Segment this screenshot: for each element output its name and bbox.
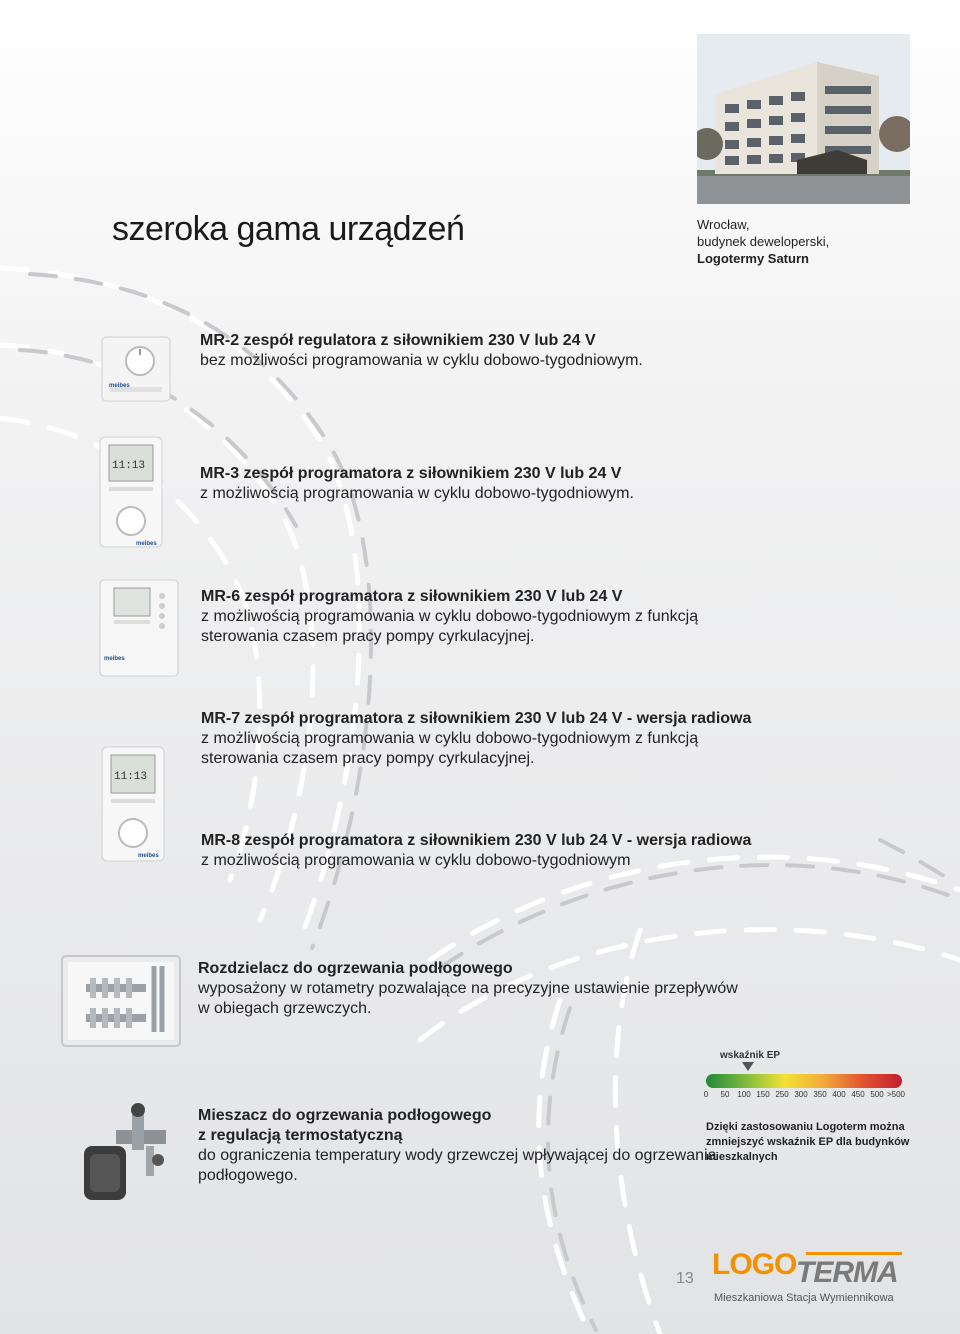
- floor-heating-manifold-image: [58, 952, 184, 1052]
- ep-tick: 150: [756, 1090, 770, 1099]
- caption-building: budynek deweloperski,: [697, 234, 830, 249]
- mr2-brand: meibes: [109, 383, 130, 389]
- ep-tick: 300: [794, 1090, 808, 1099]
- product-mr6-desc-1: z możliwością programowania w cyklu dobowo-tygodniowym z funkcją: [201, 608, 699, 625]
- product-manifold: [198, 959, 738, 1019]
- product-mr8-desc: z możliwością programowania w cyklu dobowo-tygodniowym: [201, 852, 631, 869]
- ep-indicator-label: wskaźnik EP: [720, 1050, 781, 1061]
- caption-product: Logotermy Saturn: [697, 251, 809, 266]
- ep-scale-ticks: [700, 1090, 910, 1102]
- product-mr7-title: MR-7 zespół programatora z siłownikiem 230 V lub 24 V - wersja radiowa: [201, 710, 752, 727]
- ep-tick: 100: [737, 1090, 751, 1099]
- product-mr8-title: MR-8 zespół programatora z siłownikiem 230 V lub 24 V - wersja radiowa: [201, 832, 752, 849]
- product-manifold-desc-2: w obiegach grzewczych.: [198, 1000, 372, 1017]
- logo-text-logo: LOGO: [712, 1248, 797, 1281]
- logoterma-logo: [712, 1248, 912, 1308]
- ep-note-line-3: mieszkalnych: [706, 1151, 778, 1163]
- ep-note-line-1: Dzięki zastosowaniu Logoterm można: [706, 1121, 905, 1133]
- product-mixer-desc-1: do ograniczenia temperatury wody grzewczej wpływającej do ogrzewania: [198, 1147, 717, 1164]
- photo-caption: [697, 216, 829, 267]
- building-photo: [697, 34, 910, 204]
- product-mr3-title: MR-3 zespół programatora z siłownikiem 230 V lub 24 V: [200, 465, 622, 482]
- mr7-brand: meibes: [138, 853, 159, 859]
- ep-tick: 500: [870, 1090, 884, 1099]
- ep-scale-bar: [706, 1074, 902, 1088]
- ep-tick: 450: [851, 1090, 865, 1099]
- logo-tagline: Mieszkaniowa Stacja Wymiennikowa: [714, 1292, 894, 1304]
- product-mixer-desc-2: podłogowego.: [198, 1167, 298, 1184]
- product-mixer-title: Mieszacz do ogrzewania podłogowego: [198, 1107, 492, 1124]
- product-mixer: [198, 1106, 716, 1186]
- ep-tick: 250: [775, 1090, 789, 1099]
- product-mixer-title-2: z regulacją termostatyczną: [198, 1127, 403, 1144]
- mr6-brand: meibes: [104, 656, 125, 662]
- page-headline: szeroka gama urządzeń: [112, 210, 465, 248]
- ep-tick: 350: [813, 1090, 827, 1099]
- product-mr7-desc-1: z możliwością programowania w cyklu dobowo-tygodniowym z funkcją: [201, 730, 699, 747]
- page-number: 13: [676, 1270, 694, 1287]
- logo-text-terma: TERMA: [796, 1256, 898, 1289]
- ep-note-line-2: zmniejszyć wskaźnik EP dla budynków: [706, 1136, 910, 1148]
- ep-note: [706, 1120, 909, 1165]
- ep-tick: >500: [886, 1090, 906, 1099]
- product-manifold-desc-1: wyposażony w rotametry pozwalające na precyzyjne ustawienie przepływów: [198, 980, 738, 997]
- product-mr3: [200, 464, 634, 504]
- product-mr6-title: MR-6 zespół programatora z siłownikiem 230 V lub 24 V: [201, 588, 623, 605]
- product-mr6: [201, 587, 698, 647]
- product-mr8: [201, 831, 751, 871]
- product-mr2-desc: bez możliwości programowania w cyklu dobowo-tygodniowym.: [200, 352, 643, 369]
- caption-city: Wrocław,: [697, 217, 750, 232]
- mr3-brand: meibes: [136, 541, 157, 547]
- product-mr6-desc-2: sterowania czasem pracy pompy cyrkulacyjnej.: [201, 628, 535, 645]
- ep-pointer-icon: [742, 1062, 754, 1071]
- product-mr3-desc: z możliwością programowania w cyklu dobowo-tygodniowym.: [200, 485, 634, 502]
- mr7-programmer-image: [100, 745, 166, 863]
- logo-accent-line: [806, 1252, 902, 1255]
- mr6-programmer-image: [98, 578, 180, 678]
- mr3-programmer-image: [98, 435, 164, 550]
- product-mr7: [201, 709, 751, 769]
- product-manifold-title: Rozdzielacz do ogrzewania podłogowego: [198, 960, 513, 977]
- mr7-display-time: 11:13: [114, 771, 148, 783]
- product-mr7-desc-2: sterowania czasem pracy pompy cyrkulacyjnej.: [201, 750, 535, 767]
- mr2-regulator-image: [100, 335, 172, 403]
- product-mr2-title: MR-2 zespół regulatora z siłownikiem 230 V lub 24 V: [200, 332, 596, 349]
- floor-heating-mixer-image: [76, 1100, 176, 1210]
- mr3-display-time: 11:13: [112, 460, 146, 472]
- product-mr2: [200, 331, 643, 371]
- ep-tick: 0: [703, 1090, 709, 1099]
- ep-tick: 400: [832, 1090, 846, 1099]
- ep-tick: 50: [720, 1090, 730, 1099]
